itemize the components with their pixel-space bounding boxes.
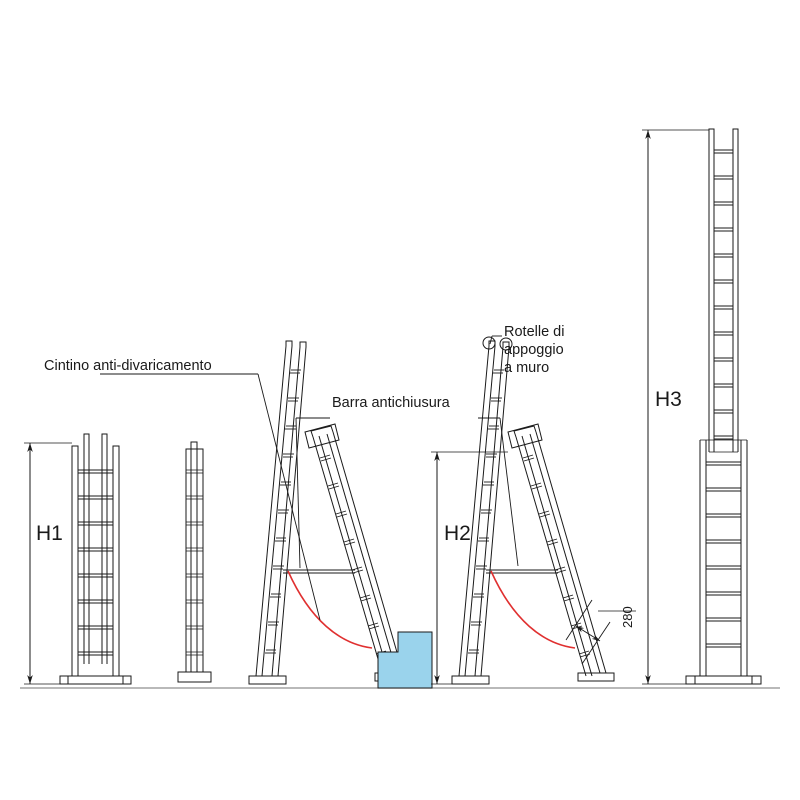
label-wall-wheels-line2: appoggio [504, 342, 564, 358]
ladder-closed-front [60, 434, 131, 684]
label-wall-wheels-line3: a muro [504, 360, 550, 376]
label-anti-spread-strap: Cintino anti-divaricamento [44, 358, 212, 374]
label-dimension-280: 280 [620, 606, 635, 628]
label-anti-closing-bar: Barra antichiusura [332, 395, 450, 411]
ladder-extended [686, 129, 761, 684]
anti-spread-strap-3 [288, 571, 372, 648]
label-h3: H3 [655, 388, 682, 411]
label-h2: H2 [444, 522, 471, 545]
anti-spread-strap-4 [491, 571, 575, 648]
ladder-a-frame [452, 337, 614, 684]
step-block [378, 632, 432, 688]
ladder-closed-side [178, 442, 211, 682]
leader-bar-2 [478, 418, 518, 566]
dimension-h2 [431, 452, 508, 684]
ladder-a-frame-step [249, 341, 411, 684]
label-h1: H1 [36, 522, 63, 545]
dimension-h1 [24, 443, 72, 684]
label-wall-wheels-line1: Rotelle di [504, 324, 565, 340]
